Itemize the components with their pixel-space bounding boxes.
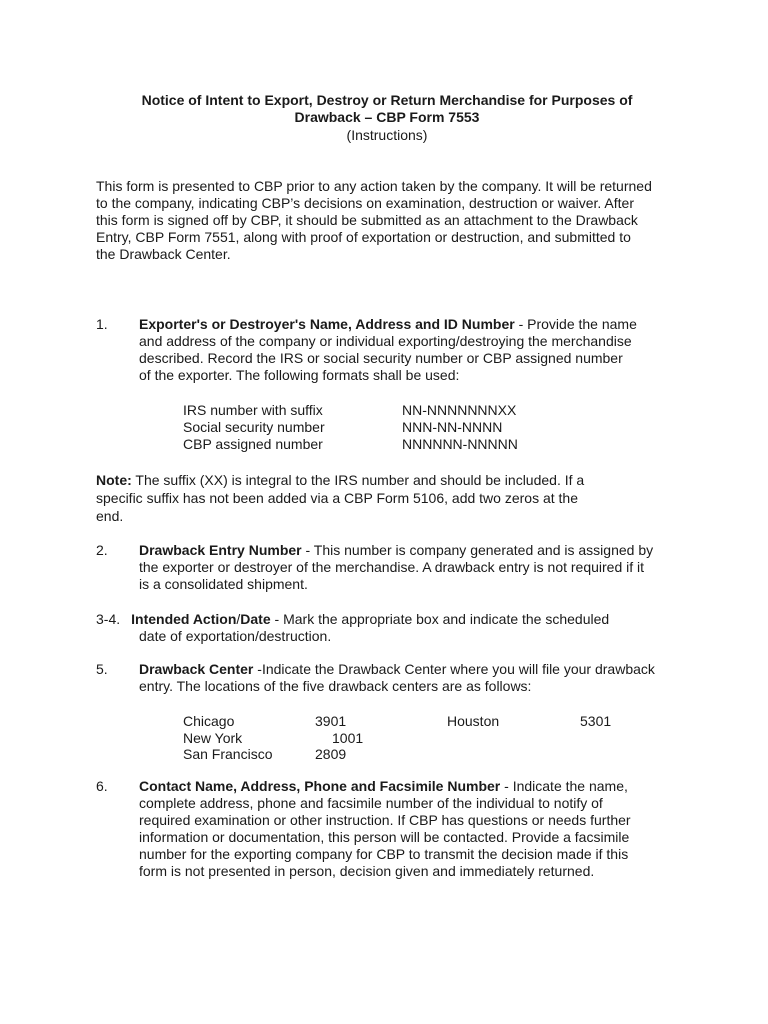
item-line: of the exporter. The following formats shall be used: xyxy=(139,367,460,383)
intro-line: to the company, indicating CBP’s decisions on examination, destruction or waiver. After xyxy=(96,195,634,211)
intro-line: the Drawback Center. xyxy=(96,246,231,262)
item-body xyxy=(139,316,699,384)
item-line: entry. The locations of the five drawback centers are as follows: xyxy=(139,678,532,694)
instruction-item-3-4 xyxy=(96,611,696,645)
format-label: Social security number xyxy=(183,419,325,435)
format-value: NNN-NN-NNNN xyxy=(402,419,503,435)
center-city: Chicago xyxy=(183,713,235,729)
item-number: 6. xyxy=(96,778,108,794)
note-text: The suffix (XX) is integral to the IRS number and should be included. If a xyxy=(131,472,585,488)
item-heading-rest: - Mark the appropriate box and indicate the scheduled xyxy=(270,611,610,627)
center-city: San Francisco xyxy=(183,746,273,762)
item-heading-sep: / xyxy=(236,611,241,627)
item-body xyxy=(139,542,699,593)
item-line: information or documentation, this person will be contacted. Provide a facsimile xyxy=(139,829,630,845)
format-label: CBP assigned number xyxy=(183,436,323,452)
item-line xyxy=(139,316,699,333)
item-line: date of exportation/destruction. xyxy=(139,628,332,644)
note-line: end. xyxy=(96,508,124,524)
document-subtitle: (Instructions) xyxy=(346,127,428,143)
item-body xyxy=(139,778,699,880)
item-line: the exporter or destroyer of the merchandise. A drawback entry is not required if it xyxy=(139,559,645,575)
format-value: NNNNNN-NNNNN xyxy=(402,436,518,452)
item-body xyxy=(139,661,699,695)
drawback-centers-table xyxy=(183,713,643,767)
item-heading-2: Date xyxy=(240,611,271,627)
center-code: 5301 xyxy=(580,713,612,729)
intro-line: This form is presented to CBP prior to any action taken by the company. It will be returned xyxy=(96,178,652,194)
item-heading-rest: - This number is company generated and is assigned by xyxy=(301,542,654,558)
title-line-2: Drawback – CBP Form 7553 xyxy=(294,109,480,125)
center-code: 2809 xyxy=(315,746,347,762)
format-label: IRS number with suffix xyxy=(183,402,323,418)
note-paragraph xyxy=(96,471,696,525)
item-number: 2. xyxy=(96,542,108,558)
document-title xyxy=(90,92,684,126)
title-line-1: Notice of Intent to Export, Destroy or Return Merchandise for Purposes of xyxy=(141,92,633,108)
item-line: described. Record the IRS or social security number or CBP assigned number xyxy=(139,350,623,366)
item-line: is a consolidated shipment. xyxy=(139,576,308,592)
item-heading-rest: - Provide the name xyxy=(514,316,637,332)
item-line: form is not presented in person, decision given and immediately returned. xyxy=(139,863,595,879)
id-format-table xyxy=(183,402,583,456)
item-heading-rest: -Indicate the Drawback Center where you will file your drawback xyxy=(253,661,655,677)
item-number: 5. xyxy=(96,661,108,677)
item-line: complete address, phone and facsimile number of the individual to notify of xyxy=(139,795,603,811)
item-line xyxy=(139,542,699,559)
item-heading: Drawback Center xyxy=(139,661,254,677)
note-line xyxy=(96,471,696,489)
note-label: Note: xyxy=(96,472,132,488)
item-line: and address of the company or individual exporting/destroying the merchandise xyxy=(139,333,632,349)
center-city: New York xyxy=(183,730,243,746)
item-line xyxy=(139,778,699,795)
item-heading: Exporter's or Destroyer's Name, Address and ID Number xyxy=(139,316,515,332)
item-heading: Contact Name, Address, Phone and Facsimile Number xyxy=(139,778,501,794)
note-line: specific suffix has not been added via a CBP Form 5106, add two zeros at the xyxy=(96,490,578,506)
item-line xyxy=(139,661,699,678)
item-line: required examination or other instruction. If CBP has questions or needs further xyxy=(139,812,631,828)
item-heading: Intended Action xyxy=(131,611,237,627)
intro-line: this form is signed off by CBP, it should be submitted as an attachment to the Drawback xyxy=(96,212,638,228)
intro-line: Entry, CBP Form 7551, along with proof of exportation or destruction, and submitted to xyxy=(96,229,631,245)
item-line: number for the exporting company for CBP to transmit the decision made if this xyxy=(139,846,629,862)
center-code: 1001 xyxy=(332,730,364,746)
item-heading: Drawback Entry Number xyxy=(139,542,302,558)
format-value: NN-NNNNNNNXX xyxy=(402,402,517,418)
item-line xyxy=(96,611,696,628)
intro-paragraph xyxy=(96,178,696,263)
item-number: 1. xyxy=(96,316,108,332)
item-heading-rest: - Indicate the name, xyxy=(500,778,628,794)
item-number: 3-4. xyxy=(96,611,121,627)
center-code: 3901 xyxy=(315,713,347,729)
center-city: Houston xyxy=(447,713,500,729)
